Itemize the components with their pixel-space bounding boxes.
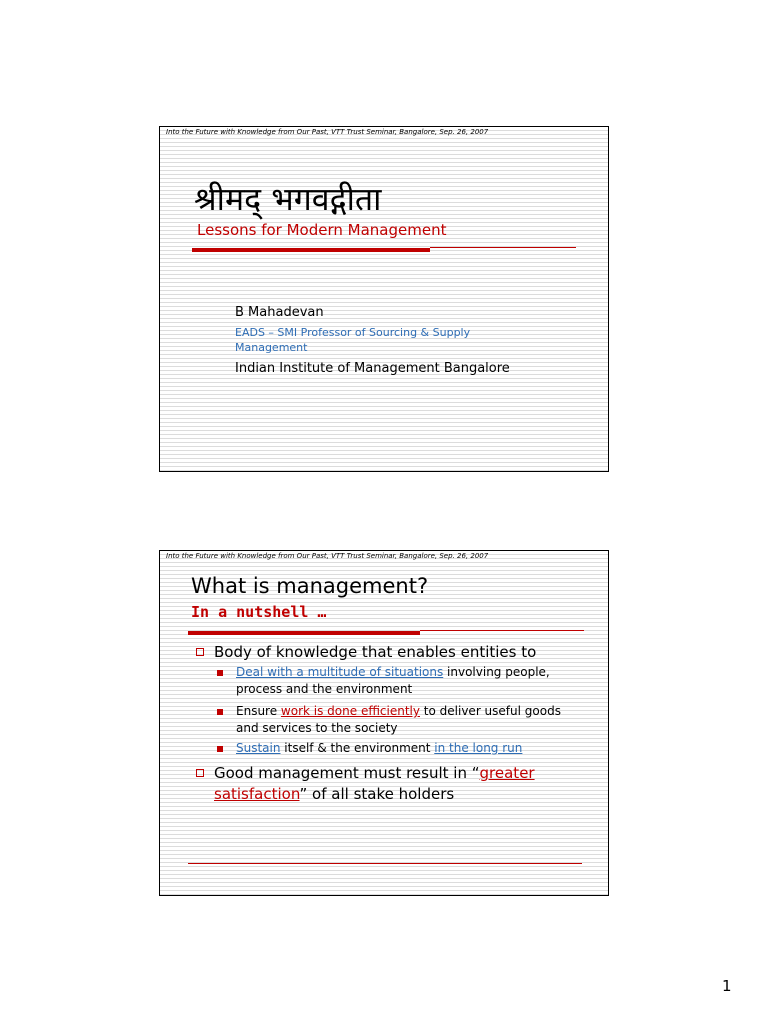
page-number: 1 [722, 977, 732, 995]
sub-bullet-1-text: involving people, process and the environment [236, 665, 550, 696]
slide-subtitle: In a nutshell … [191, 603, 327, 621]
sub-bullet-3-highlight-2: in the long run [434, 741, 523, 755]
bullet-main-2-prefix: Good management must result in “ [214, 764, 480, 782]
square-bullet-icon [217, 670, 223, 676]
sub-bullet-1 [236, 664, 581, 698]
checkbox-bullet-icon [196, 769, 204, 777]
title-underline-bar [192, 248, 430, 252]
sub-bullet-2-prefix: Ensure [236, 704, 281, 718]
title-underline-bar [188, 631, 420, 635]
square-bullet-icon [217, 746, 223, 752]
author-position: EADS – SMI Professor of Sourcing & Supply Management [235, 326, 471, 354]
sub-bullet-3-highlight-1: Sustain [236, 741, 281, 755]
bullet-main-2-highlight: greater satisfaction [214, 764, 535, 803]
sub-bullet-2 [236, 703, 581, 737]
sub-bullet-3-text: itself & the environment [280, 741, 435, 755]
author-name: B Mahadevan [235, 305, 324, 320]
checkbox-bullet-icon [196, 648, 204, 656]
author-institute: Indian Institute of Management Bangalore [235, 361, 510, 376]
slide-2 [159, 550, 609, 896]
slide-title-sanskrit: श्रीमद् भगवद्गीता [194, 180, 382, 218]
sub-bullet-1-highlight: Deal with a multitude of situations [236, 665, 444, 679]
sub-bullet-2-highlight: work is done efficiently [280, 704, 420, 718]
slide-1 [159, 126, 609, 472]
title-underline-line [430, 247, 576, 248]
slide-title: What is management? [191, 574, 429, 598]
slide-header: Into the Future with Knowledge from Our Past, VTT Trust Seminar, Bangalore, Sep. 26, 2007 [166, 128, 489, 136]
bullet-main-2-suffix: ” of all stake holders [299, 785, 455, 803]
bullet-main-2 [214, 763, 579, 805]
slide-header: Into the Future with Knowledge from Our Past, VTT Trust Seminar, Bangalore, Sep. 26, 2007 [166, 552, 489, 560]
square-bullet-icon [217, 709, 223, 715]
bullet-main-1: Body of knowledge that enables entities to [214, 643, 537, 661]
title-underline-line [420, 630, 584, 631]
sub-bullet-3 [236, 740, 581, 757]
sub-bullet-2-text: to deliver useful goods and services to the society [236, 704, 561, 735]
footer-line [188, 863, 582, 864]
slide-subtitle: Lessons for Modern Management [197, 221, 447, 239]
